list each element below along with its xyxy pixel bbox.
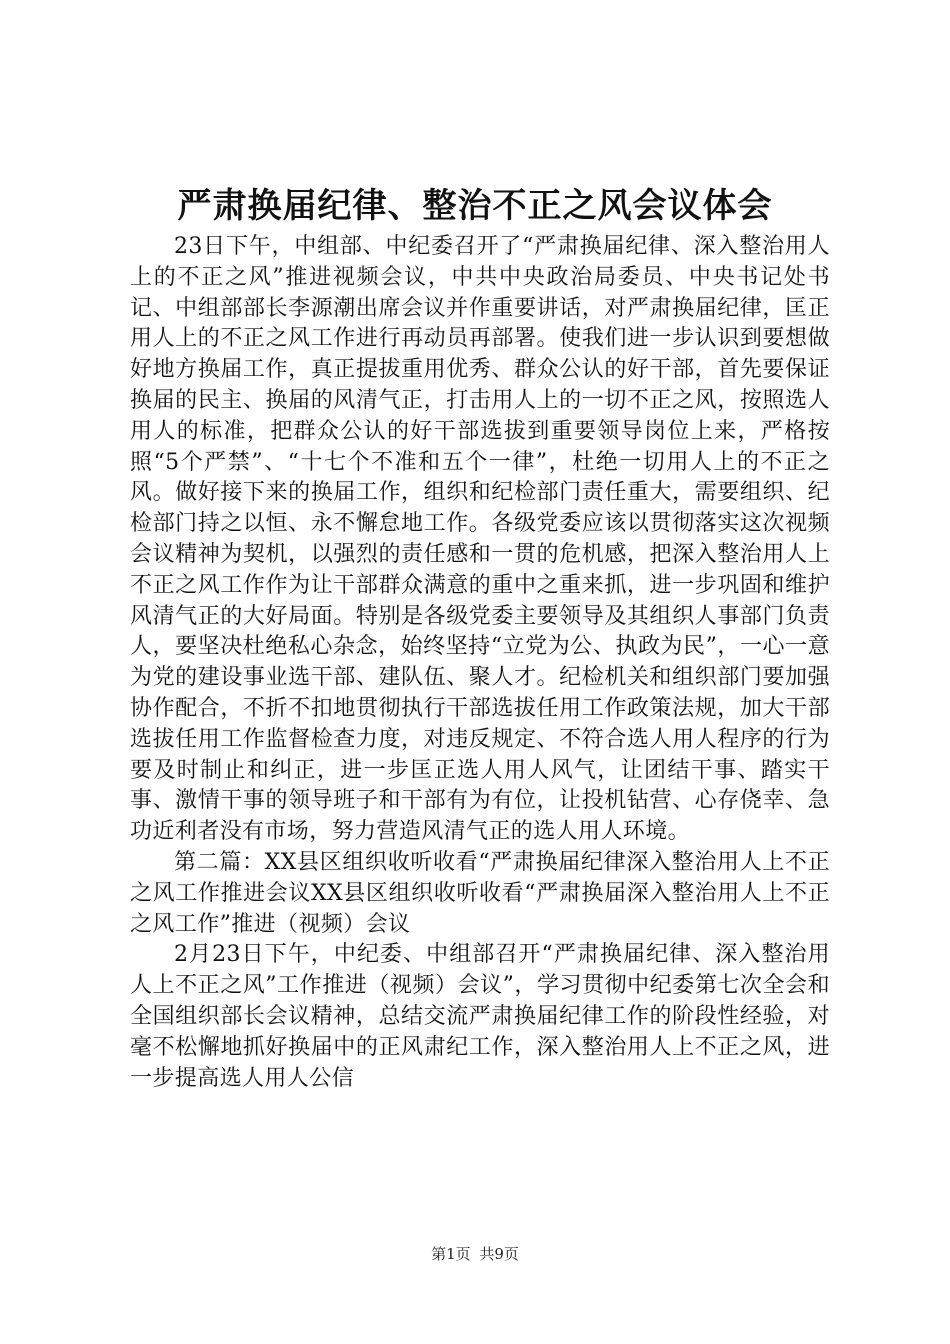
page-total: 共9页 xyxy=(479,1245,519,1263)
paragraph-3: 2月23日下午，中纪委、中组部召开“严肃换届纪律、深入整治用人上不正之风”工作推进（视频）会议”，学习贯彻中纪委第七次全会和全国组织部长会议精神，总结交流严肃换届纪律工作的阶段性经验，对毫不松懈地抓好换届中的正风肃纪工作，深入整治用人上不正之风，进一步提高选人用人公信 xyxy=(130,942,830,1091)
page-footer xyxy=(0,1242,950,1266)
page-title: 严肃换届纪律、整治不正之风会议体会 xyxy=(177,186,773,226)
paragraph-2: 第二篇：XX县区组织收听收看“严肃换届纪律深入整治用人上不正之风工作推进会议XX县区组织收听收看“严肃换届深入整治用人上不正之风工作”推进（视频）会议 xyxy=(130,849,830,937)
paragraph-1: 23日下午，中组部、中纪委召开了“严肃换届纪律、深入整治用人上的不正之风”推进视频会议，中共中央政治局委员、中央书记处书记、中组部部长李源潮出席会议并作重要讲话，对严肃换届纪律，匡正用人上的不正之风工作进行再动员再部署。使我们进一步认识到要想做好地方换届工作，真正提拔重用优秀、群众公认的好干部，首先要保证换届的民主、换届的风清气正，打击用人上的一切不正之风，按照选人用人的标准，把群众公认的好干部选拔到重要领导岗位上来，严格按照“5个严禁”、“十七个不准和五个一律”，杜绝一切用人上的不正之风。做好接下来的换届工作，组织和纪检部门责任重大，需要组织、纪检部门持之以恒、永不懈怠地工作。各级党委应该以贯彻落实这次视频会议精神为契机，以强烈的责任感和一贯的危机感，把深入整治用人上不正之风工作作为让干部群众满意的重中之重来抓，进一步巩固和维护风清气正的大好局面。特别是各级党委主要领导及其组织人事部门负责人，要坚决杜绝私心杂念，始终坚持“立党为公、执政为民”，一心一意为党的建设事业选干部、建队伍、聚人才。纪检机关和组织部门要加强协作配合，不折不扣地贯彻执行干部选拔任用工作政策法规，加大干部选拔任用工作监督检查力度，对违反规定、不符合选人用人程序的行为要及时制止和纠正，进一步匡正选人用人风气，让团结干事、踏实干事、激情干事的领导班子和干部有为有位，让投机钻营、心存侥幸、急功近利者没有市场，努力营造风清气正的选人用人环境。 xyxy=(130,234,830,845)
document-body xyxy=(130,232,830,1094)
page-number: 第1页 xyxy=(431,1245,471,1263)
